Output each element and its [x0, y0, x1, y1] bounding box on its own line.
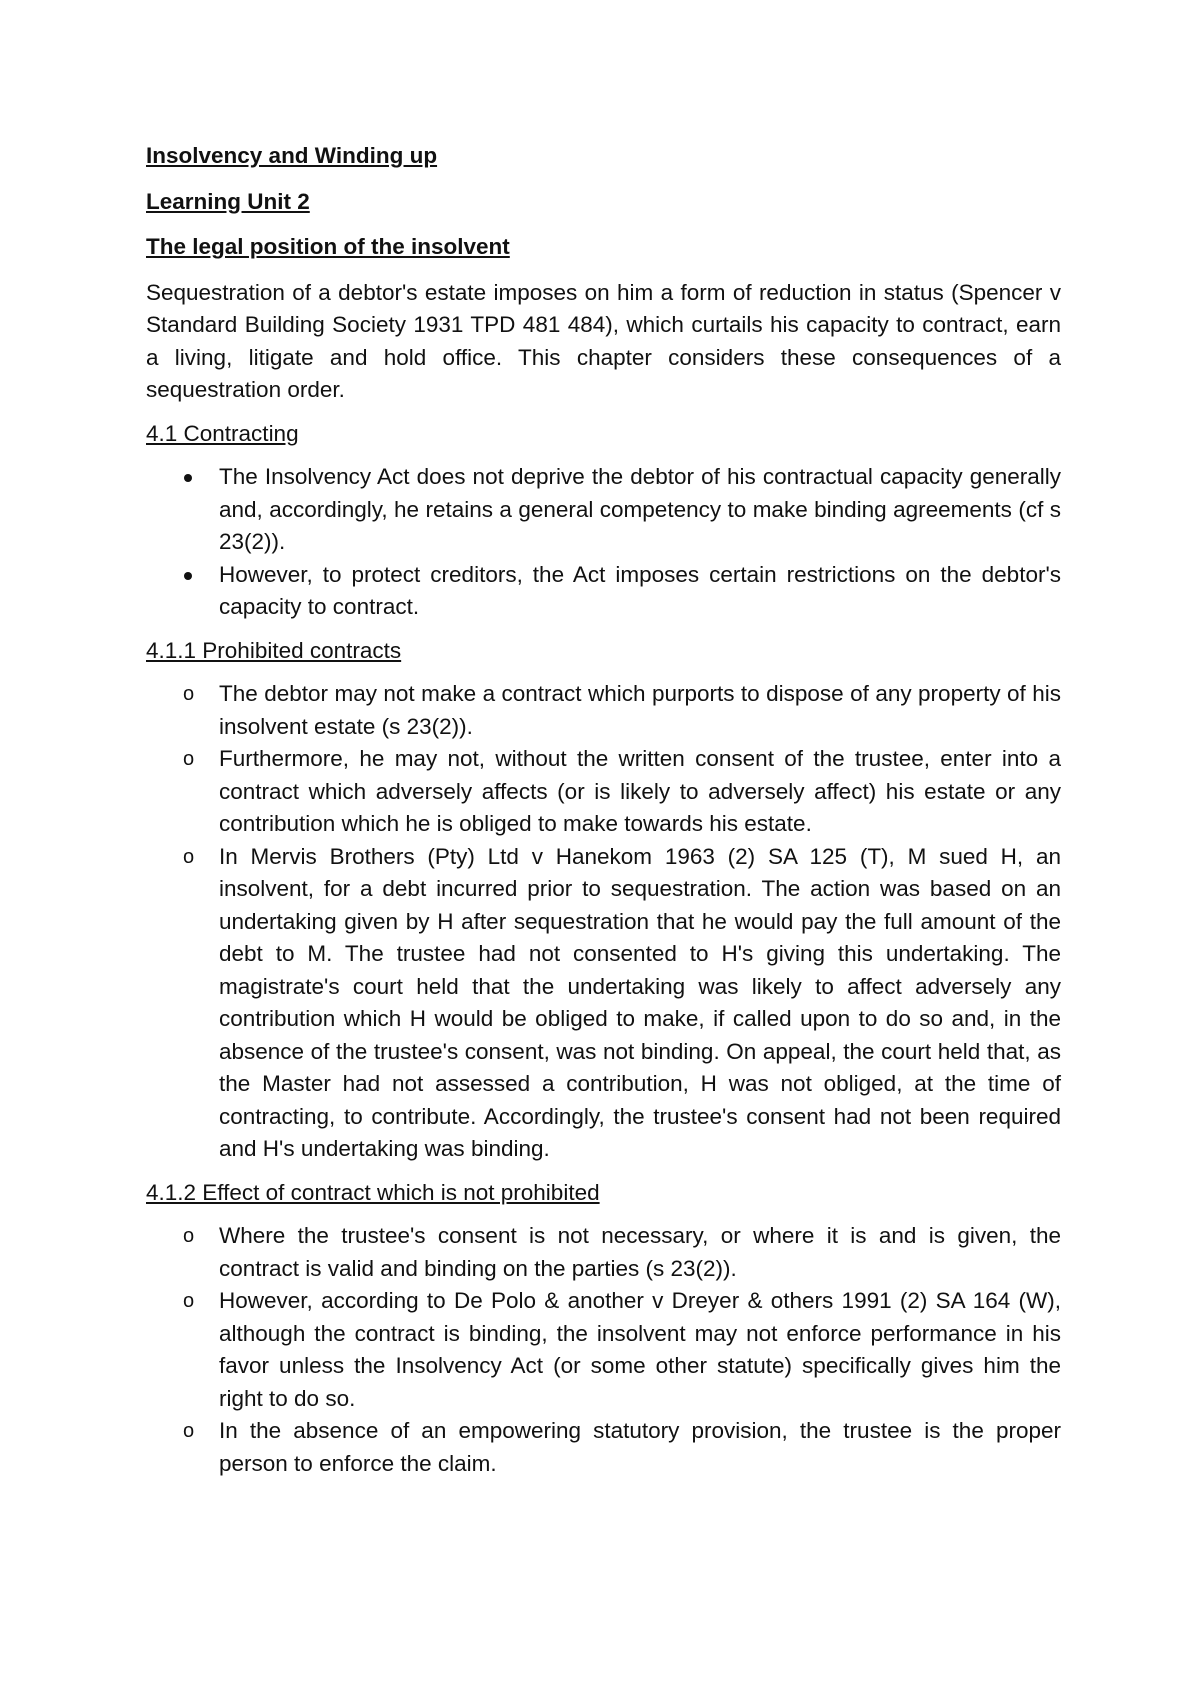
list-item [146, 461, 1061, 559]
document-page [146, 140, 1061, 1491]
circle-bullet-icon: o [183, 683, 195, 705]
list-item [146, 1285, 1061, 1415]
circle-bullet-icon: o [183, 1290, 195, 1312]
contracting-list [146, 461, 1061, 624]
list-item-text: However, to protect creditors, the Act imposes certain restrictions on the debtor's capacity to contract. [219, 561, 1061, 619]
document-title: Insolvency and Winding up [146, 143, 438, 168]
section-heading-prohibited-contracts: 4.1.1 Prohibited contracts [146, 637, 402, 663]
list-item-text: The debtor may not make a contract which purports to dispose of any property of his insolvent estate (s 23(2)). [219, 681, 1061, 739]
list-item-text: However, according to De Polo & another v Dreyer & others 1991 (2) SA 164 (W), although the contract is binding, the insolvent may not enforce performance in his favor unless the Insolvency Act (or some other statute) specifically gives him the right to do so. [219, 1288, 1061, 1411]
list-item [146, 743, 1061, 841]
list-item-text: Furthermore, he may not, without the written consent of the trustee, enter into a contract which adversely affects (or is likely to adversely affect) his estate or any contribution which he is obliged to make towards his estate. [219, 746, 1061, 836]
circle-bullet-icon: o [183, 845, 195, 868]
circle-bullet-icon: o [183, 1420, 195, 1442]
list-item [146, 1220, 1061, 1285]
list-item [146, 678, 1061, 743]
list-item [146, 559, 1061, 624]
section-heading-effect-of-contract: 4.1.2 Effect of contract which is not prohibited [146, 1179, 600, 1205]
circle-bullet-icon: o [183, 748, 195, 770]
chapter-heading: The legal position of the insolvent [146, 234, 510, 259]
prohibited-contracts-list [146, 678, 1061, 1166]
list-item-text: In Mervis Brothers (Pty) Ltd v Hanekom 1963 (2) SA 125 (T), M sued H, an insolvent, for a debt incurred prior to sequestration. The action was based on an undertaking given by H after sequestration that he would pay the full amount of the debt to M. The trustee had not consented to H's giving this undertaking. The magistrate's court held that the undertaking was likely to affect adversely any contribution which H would be obliged to make, if called upon to do so and, in the absence of the trustee's consent, was not binding. On appeal, the court held that, as the Master had not assessed a contribution, H was not obliged, at the time of contracting, to contribute. Accordingly, the trustee's consent had not been required and H's undertaking was binding. [219, 843, 1061, 1161]
intro-paragraph: Sequestration of a debtor's estate imposes on him a form of reduction in status (Spencer v Standard Building Society 1931 TPD 481 484), which curtails his capacity to contract, earn a living, litigate and hold office. This chapter considers these consequences of a sequestration order. [146, 279, 1061, 402]
list-item-text: In the absence of an empowering statutory provision, the trustee is the proper person to enforce the claim. [219, 1418, 1061, 1476]
learning-unit-heading: Learning Unit 2 [146, 188, 310, 214]
list-item [146, 1415, 1061, 1480]
section-heading-contracting: 4.1 Contracting [146, 420, 299, 446]
circle-bullet-icon: o [183, 1225, 195, 1247]
list-item-text: The Insolvency Act does not deprive the debtor of his contractual capacity generally and, accordingly, he retains a general competency to make binding agreements (cf s 23(2)). [219, 464, 1061, 554]
effect-of-contract-list [146, 1220, 1061, 1480]
list-item-text: Where the trustee's consent is not necessary, or where it is and is given, the contract is valid and binding on the parties (s 23(2)). [219, 1223, 1061, 1281]
list-item [146, 841, 1061, 1166]
